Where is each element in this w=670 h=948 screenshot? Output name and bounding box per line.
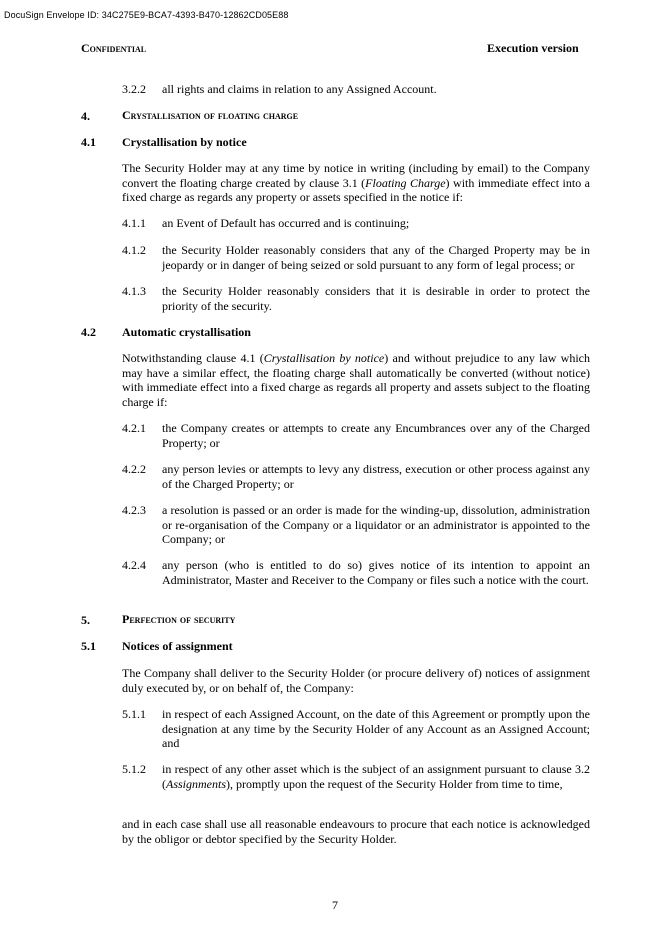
item-number: 4.2.3	[122, 503, 146, 517]
paragraph: The Company shall deliver to the Security Holder (or procure delivery of) notices of assignment duly executed by, or on behalf of, the Company:	[122, 666, 590, 695]
item-text: an Event of Default has occurred and is continuing;	[162, 216, 410, 230]
item-text: in respect of each Assigned Account, on the date of this Agreement or promptly upon the designation at any time by the Security Holder of any Account as an Assigned Account; and	[162, 707, 590, 751]
paragraph: and in each case shall use all reasonable endeavours to procure that each notice is acknowledged by the obligor or debtor specified by the Security Holder.	[122, 817, 590, 846]
item-text: the Security Holder reasonably considers that any of the Charged Property may be in jeopardy or in danger of being seized or sold pursuant to any form of legal process; or	[162, 243, 590, 272]
item-number: 4.2.2	[122, 462, 146, 476]
item-number: 4.1.2	[122, 243, 146, 257]
item-number: 4.1.1	[122, 216, 146, 230]
item-text: any person levies or attempts to levy any distress, execution or other process against any of the Charged Property; or	[162, 462, 590, 491]
item-text: any person (who is entitled to do so) gives notice of its intention to appoint an Administrator, Master and Receiver to the Company or files such a notice with the court.	[162, 558, 590, 587]
section-heading: Crystallisation of floating charge	[122, 108, 299, 122]
item-text: a resolution is passed or an order is made for the winding-up, dissolution, administration or re-organisation of the Company or a liquidator or an administrator is appointed to the Company; or	[162, 503, 590, 547]
paragraph: The Security Holder may at any time by notice in writing (including by email) to the Company convert the floating charge created by clause 3.1 (Floating Charge) with immediate effect into a fixed charge as regards any property or assets specified in the notice if:	[122, 161, 591, 205]
section-number: 5.	[81, 613, 90, 627]
item-text: the Company creates or attempts to create any Encumbrances over any of the Charged Property; or	[162, 421, 590, 450]
paragraph: Notwithstanding clause 4.1 (Crystallisation by notice) and without prejudice to any law which may have a similar effect, the floating charge shall automatically be converted (without notice) with immediate effect into a fixed charge as regards all property and assets subject to the floating charge if:	[122, 351, 590, 409]
subsection-heading: Automatic crystallisation	[122, 325, 251, 339]
item-number: 5.1.2	[122, 762, 146, 776]
clause-reference: Floating Charge	[365, 175, 446, 190]
item-number: 4.1.3	[122, 284, 146, 298]
confidential-label: Confidential	[81, 41, 147, 55]
subsection-number: 4.1	[81, 135, 96, 149]
item-text: in respect of any other asset which is the subject of an assignment pursuant to clause 3.2 (Assignments), promptly upon the request of the Security Holder from time to time,	[162, 762, 590, 791]
docusign-envelope-id: DocuSign Envelope ID: 34C275E9-BCA7-4393-B470-12862CD05E88	[4, 10, 289, 20]
execution-version-label: Execution version	[487, 41, 579, 55]
clause-reference: Assignments	[166, 776, 226, 791]
item-number: 3.2.2	[122, 82, 146, 96]
page-number: 7	[332, 898, 338, 912]
section-heading: Perfection of security	[122, 612, 236, 626]
section-number: 4.	[81, 109, 90, 123]
item-number: 4.2.4	[122, 558, 146, 572]
item-text: the Security Holder reasonably considers that it is desirable in order to protect the priority of the security.	[162, 284, 590, 313]
subsection-number: 4.2	[81, 325, 96, 339]
item-text: all rights and claims in relation to any Assigned Account.	[162, 82, 437, 96]
subsection-heading: Crystallisation by notice	[122, 135, 247, 149]
subsection-number: 5.1	[81, 639, 96, 653]
subsection-heading: Notices of assignment	[122, 639, 233, 653]
item-number: 5.1.1	[122, 707, 146, 721]
item-number: 4.2.1	[122, 421, 146, 435]
clause-reference: Crystallisation by notice	[263, 351, 385, 365]
